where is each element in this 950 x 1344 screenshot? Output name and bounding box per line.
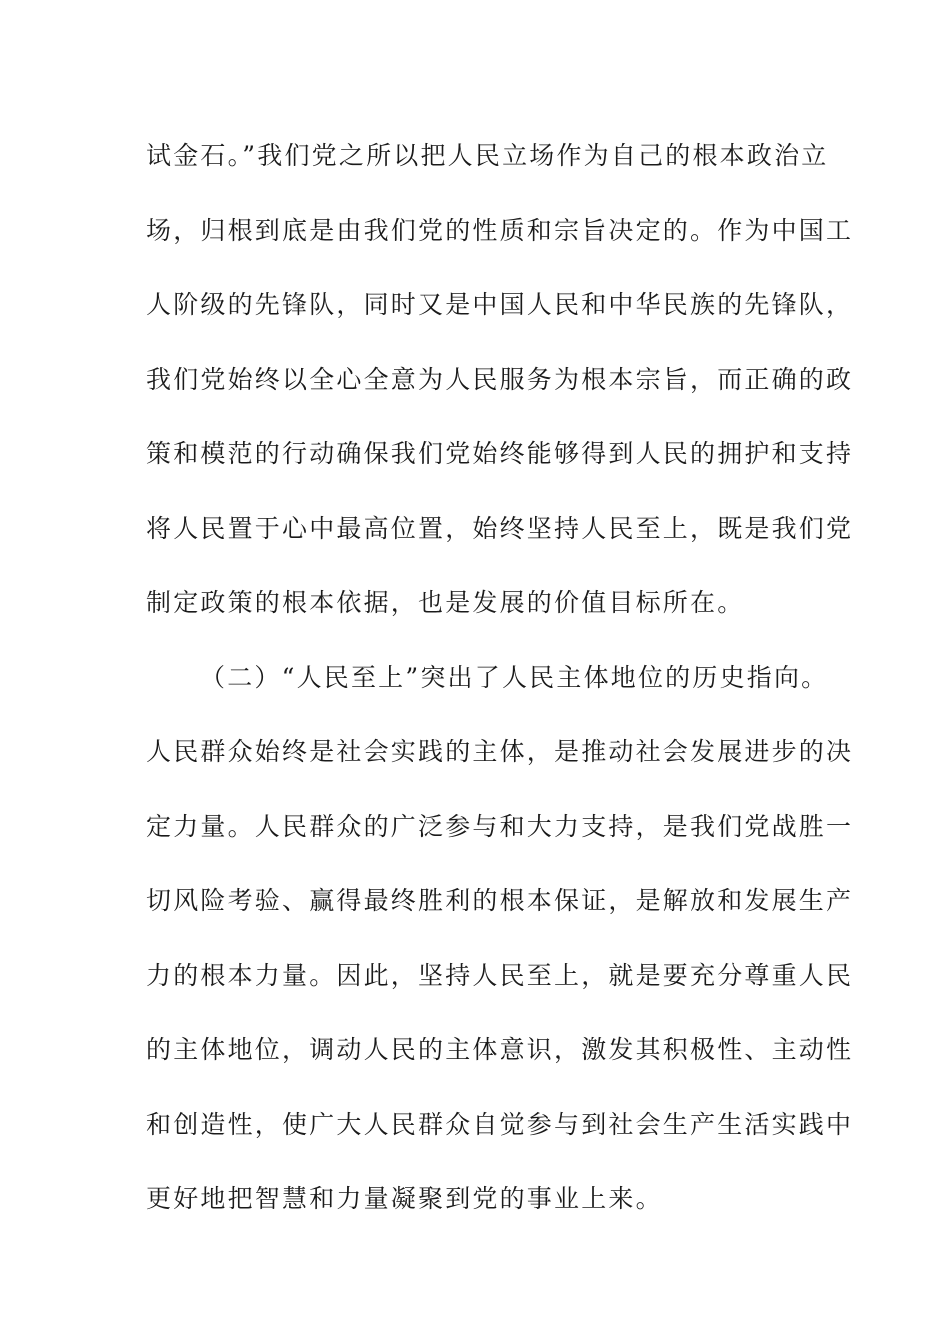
- section-heading: （二）“人民至上”突出了人民主体地位的历史指向。: [200, 662, 829, 692]
- text-line: 制定政策的根本依据，也是发展的价值目标所在。: [146, 588, 745, 617]
- text-line: 的主体地位，调动人民的主体意识，激发其积极性、主动性: [146, 1035, 854, 1064]
- text-line: 场，归根到底是由我们党的性质和宗旨决定的。作为中国工: [146, 215, 854, 245]
- text-line: 定力量。人民群众的广泛参与和大力支持，是我们党战胜一: [146, 811, 854, 841]
- text-line: 人民群众始终是社会实践的主体，是推动社会发展进步的决: [146, 737, 854, 766]
- text-line: 将人民置于心中最高位置，始终坚持人民至上，既是我们党: [146, 513, 854, 543]
- text-line: 更好地把智慧和力量凝聚到党的事业上来。: [146, 1184, 663, 1213]
- text-line: 试金石。”我们党之所以把人民立场作为自己的根本政治立: [146, 141, 829, 170]
- text-line: 切风险考验、赢得最终胜利的根本保证，是解放和发展生产: [146, 886, 854, 915]
- text-line: 力的根本力量。因此，坚持人民至上，就是要充分尊重人民: [146, 960, 854, 990]
- text-line: 和创造性，使广大人民群众自觉参与到社会生产生活实践中: [146, 1109, 854, 1139]
- text-line: 人阶级的先锋队，同时又是中国人民和中华民族的先锋队，: [146, 290, 854, 319]
- text-line: 我们党始终以全心全意为人民服务为根本宗旨，而正确的政: [146, 364, 854, 394]
- text-line: 策和模范的行动确保我们党始终能够得到人民的拥护和支持: [146, 439, 854, 468]
- body-text: [146, 128, 854, 1246]
